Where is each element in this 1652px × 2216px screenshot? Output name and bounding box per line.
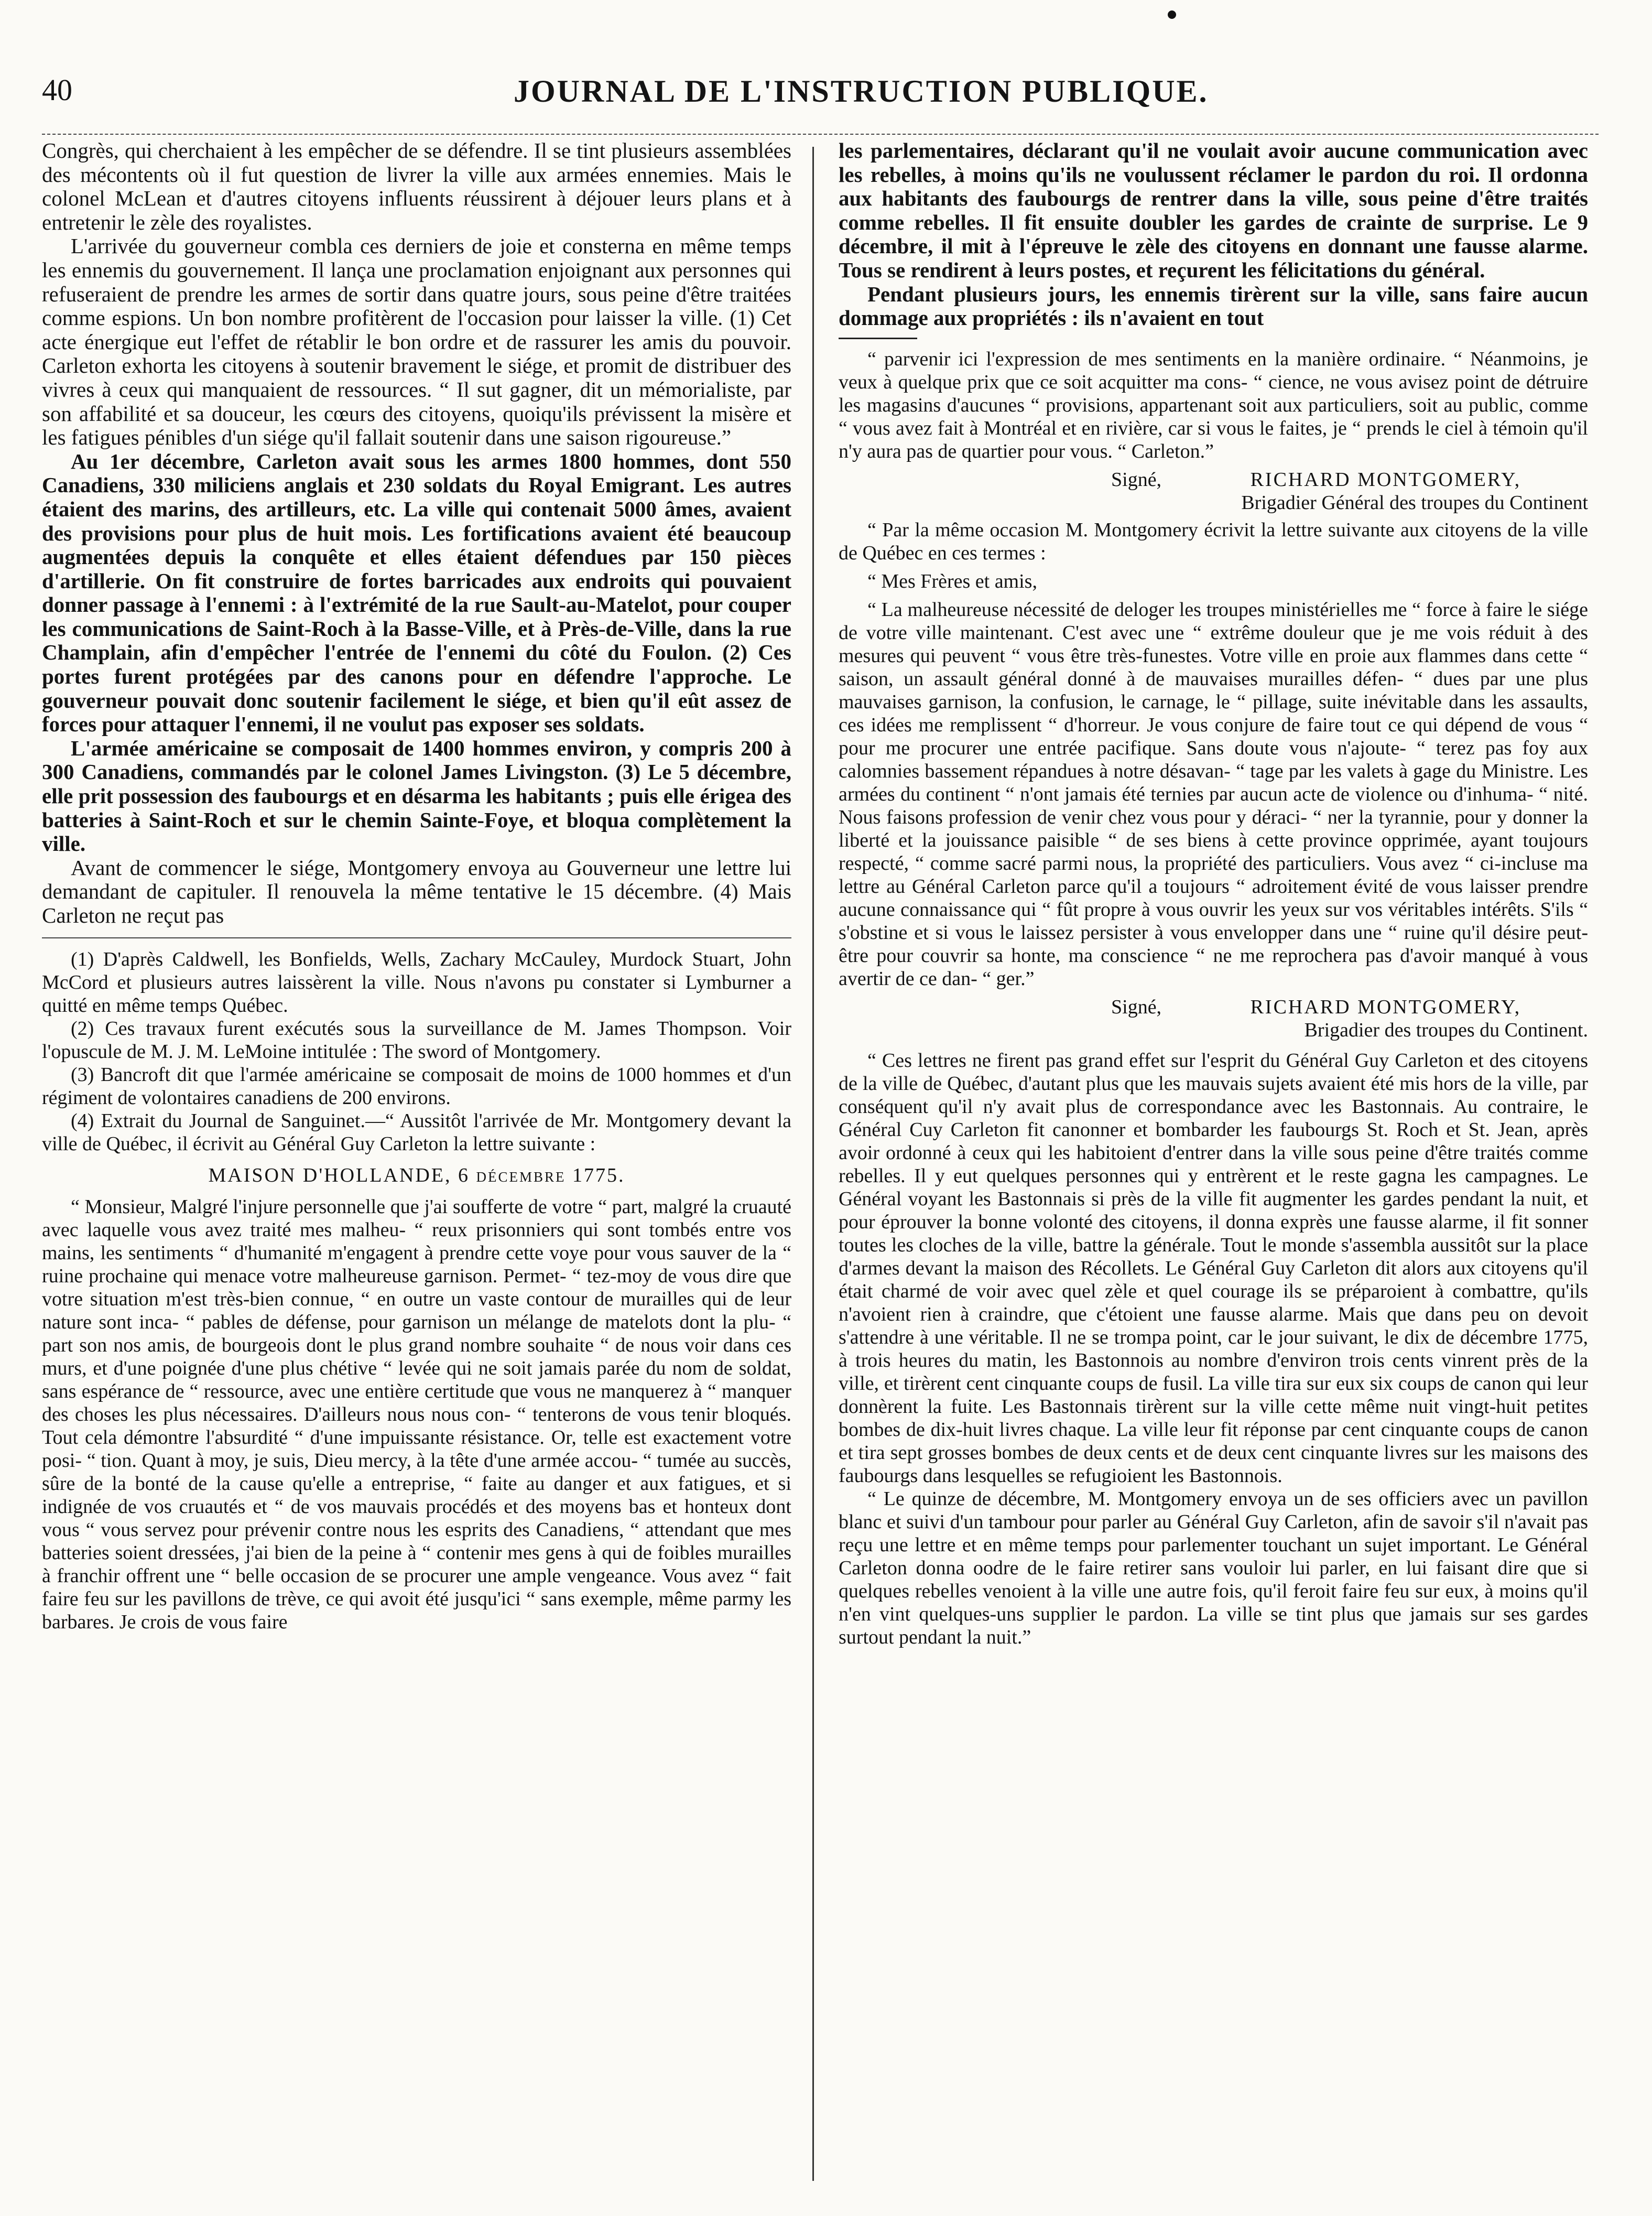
ink-dot <box>1168 10 1176 19</box>
column-divider <box>812 147 814 2181</box>
footnote-rule <box>42 937 791 938</box>
letter-text: “ Monsieur, Malgré l'injure personnelle que j'ai soufferte de votre “ part, malgré la cruauté avec laquelle vous avez traité mes malheu- “ reux prisonniers qui sont tombés entre vos mains, les sentiments “ d'humanité m'engagent à prendre cette voye pour vous sauver de la “ ruine prochaine qui menace votre malheureuse garnison. Permet- “ tez-moy de vous dire que votre situation m'est très-bien connue, “ en outre un vaste contour de murailles qui de leur nature sont inca- “ pables de défense, pour garnison un mélange de matelots dont la plu- “ part son nos amis, de bourgeois dont le plus grand nombre souhaite “ de nous voir dans ces murs, et d'une poignée d'une plus chétive “ levée qui ne soit jamais parée du nom de soldat, sans espérance de “ ressource, avec une entière certitude que vous ne manquerez à “ manquer des choses les plus nécessaires. D'ailleurs nous nous con- “ tenterons de vous tenir bloqués. Tout cela démontre l'absurdité “ d'une impuissante résistance. Or, telle est exactement votre posi- “ tion. Quant à moy, je suis, Dieu mercy, à la tête d'une armée accou- “ tumée au succès, sûre de la bonté de la cause qu'elle a entreprise, “ faite au danger et aux fatigues, et si indignée de vos cruautés et “ de vos mauvais procédés et des moyens bas et honteux dont vous “ vous servez pour prévenir contre nous les esprits des Canadiens, “ attendant que mes batteries soient dressées, j'ai bien de la peine à “ contenir mes gens à qui de foibles murailles à franchir offrent une “ belle occasion de se procurer une ample vengeance. Vous avez “ fait faire feu sur les pavillons de trève, ce qui avoit été jusqu'ici “ sans exemple, même parmy les barbares. Je crois de vous faire <box>42 1195 791 1633</box>
paragraph: les parlementaires, déclarant qu'il ne voulait avoir aucune communication avec les rebelles, à moins qu'ils ne voulussent réclamer le pardon du roi. Il ordonna aux habitants des faubourgs de rentrer dans la ville, sous peine d'être traités comme rebelles. Il fit ensuite doubler les gardes de crainte de surprise. Le 9 décembre, il mit à l'épreuve le zèle des citoyens en donnant une fausse alarme. Tous se rendirent à leurs postes, et reçurent les félicitations du général. <box>839 139 1588 282</box>
header-rule <box>42 134 1599 136</box>
right-column <box>839 139 1588 2173</box>
footnote-rule <box>839 338 917 339</box>
signature-name: RICHARD MONTGOMERY, <box>1250 996 1521 1018</box>
letter-heading: MAISON D'HOLLANDE, 6 décembre 1775. <box>208 1164 625 1186</box>
intro-paragraph: “ Par la même occasion M. Montgomery écrivit la lettre suivante aux citoyens de la ville de Québec en ces termes : <box>839 518 1588 564</box>
salutation: “ Mes Frères et amis, <box>867 570 1037 592</box>
signature-signed <box>1111 996 1588 1019</box>
signed-label: Signé, <box>1111 468 1162 491</box>
signature-title: Brigadier Général des troupes du Continent <box>1241 491 1588 514</box>
page-number: 40 <box>42 73 72 107</box>
journal-title: JOURNAL DE L'INSTRUCTION PUBLIQUE. <box>514 74 1209 109</box>
paragraph: Avant de commencer le siége, Montgomery envoya au Gouverneur une lettre lui demandant de capituler. Il renouvela la même tentative le 15 décembre. (4) Mais Carleton ne reçut pas <box>42 855 791 927</box>
signed-label: Signé, <box>1111 996 1162 1018</box>
paragraph: L'armée américaine se composait de 1400 hommes environ, y compris 200 à 300 Canadiens, commandés par le colonel James Livingston. (3) Le 5 décembre, elle prit possession des faubourgs et en désarma les habitants ; puis elle érigea des batteries à Saint-Roch et sur le chemin Sainte-Foye, et bloqua complètement la ville. <box>42 736 791 856</box>
footnote-2: (2) Ces travaux furent exécutés sous la surveillance de M. James Thompson. Voir l'opuscule de M. J. M. LeMoine intitulée : The sword of Montgomery. <box>42 1017 791 1063</box>
paragraph: L'arrivée du gouverneur combla ces derniers de joie et consterna en même temps les ennemis du gouvernement. Il lança une proclamation enjoignant aux personnes qui refuseraient de prendre les armes de sortir dans quatre jours, sous peine d'être traitées comme espions. Un bon nombre profitèrent de l'occasion pour laisser la ville. (1) Cet acte énergique eut l'effet de rétablir le bon ordre et de rassurer les amis du pouvoir. Carleton exhorta les citoyens à soutenir bravement le siége, et promit de distribuer des vivres à ceux qui manquaient de ressources. “ Il sut gagner, dit un mémorialiste, par son affabilité et sa douceur, les cœurs des citoyens, quoiqu'ils prévissent la misère et les fatigues pénibles d'un siége qu'il fallait soutenir dans une saison rigoureuse.” <box>42 234 791 450</box>
signature-name: RICHARD MONTGOMERY, <box>1250 468 1521 491</box>
letter-text: “ La malheureuse nécessité de deloger les troupes ministérielles me “ force à faire le siége de votre ville maintenant. C'est avec une “ extrême douleur que je me vois réduit à des mesures qui peuvent “ vous être très-funestes. Votre ville en proie aux flammes dans cette “ saison, un assault général donné à de mauvaises murailles défen- “ dues par une plus mauvaises garnison, la confusion, le carnage, le “ pillage, suite inévitable dans les assaults, ces idées me remplissent “ d'horreur. Je vous conjure de faire tout ce qui dépend de vous “ pour me procurer une entrée pacifique. Sans doute vous n'ajoute- “ terez pas foy aux calomnies bassement répandues à notre désavan- “ tage par les valets à gage du Ministre. Les armées du continent “ n'ont jamais été ternies par aucun acte de violence ou d'inhuma- “ nité. Nous faisons profession de venir chez vous pour y déraci- “ ner la tyrannie, pour y donner la liberté et la jouissance paisible “ de ses biens à cette province opprimée, ayant toujours respecté, “ comme sacré parmi nous, la propriété des particuliers. Vous avez “ ci-incluse ma lettre au Général Carleton parce qu'il a toujours “ adroitement évité de vous laisser prendre aucune connaissance qui “ fût propre à vous ouvrir les yeux sur vos véritables intérêts. S'ils “ s'obstine et si vous le laissez persister à vous envelopper dans une “ ruine qu'il désire peut-être pour couvrir sa honte, ma conscience “ ne me reprochera pas d'avoir manqué à vous avertir de ce dan- “ ger.” <box>839 598 1588 990</box>
footnote-1: (1) D'après Caldwell, les Bonfields, Wells, Zachary McCauley, Murdock Stuart, John McCord et plusieurs autres laissèrent la ville. Nous n'avons pu constater si Lymburner a quitté en même temps Québec. <box>42 948 791 1017</box>
footnote-3: (3) Bancroft dit que l'armée américaine se composait de moins de 1000 hommes et d'un régiment de volontaires canadiens de 200 environs. <box>42 1063 791 1109</box>
paragraph: Pendant plusieurs jours, les ennemis tirèrent sur la ville, sans faire aucun dommage aux propriétés : ils n'avaient en tout <box>839 282 1588 330</box>
page-header <box>42 63 1599 126</box>
paragraph: Congrès, qui cherchaient à les empêcher de se défendre. Il se tint plusieurs assemblées des mécontents où il fut question de livrer la ville aux armées ennemies. Mais le colonel McLean et d'autres citoyens influents réussirent à déjouer leurs plans et à entretenir le zèle des royalistes. <box>42 139 791 234</box>
signature-signed <box>1111 468 1588 491</box>
left-column <box>42 139 791 2173</box>
signature-title: Brigadier des troupes du Continent. <box>1304 1019 1588 1041</box>
page <box>42 42 1599 2197</box>
footnote-4: (4) Extrait du Journal de Sanguinet.—“ Aussitôt l'arrivée de Mr. Montgomery devant la ville de Québec, il écrivit au Général Guy Carleton la lettre suivante : <box>42 1109 791 1155</box>
narrative-paragraph: “ Ces lettres ne firent pas grand effet sur l'esprit du Général Guy Carleton et des citoyens de la ville de Québec, d'autant plus que les mauvais sujets avaient été mis hors de la ville, par conséquent qu'il n'y avait plus de correspondance avec les Bastonnais. Au contraire, le Général Cuy Carleton fit canonner et bombarder les faubourgs St. Roch et St. Jean, après avoir ordonné à ceux qui les habitoient d'entrer dans la ville sous peine d'être traités comme rebelles. Il y eut quelques personnes qui y entrèrent et le reste gagna les campagnes. Le Général voyant les Bastonnais si près de la ville fit augmenter les gardes pendant la nuit, et pour éprouver la bonne volonté des citoyens, il donna exprès une fausse alarme, il fit sonner toutes les cloches de la ville, battre la générale. Tout le monde s'assembla aussitôt sur la place d'armes devant la maison des Récollets. Le Général Guy Carleton dit alors aux citoyens qu'il était charmé de voir avec quel zèle et quel courage ils se préparoient à combattre, qu'ils n'avoient rien à craindre, que c'étoient une fausse alarme. Mais que dans peu on devoit s'attendre à une véritable. Il ne se trompa point, car le jour suivant, le dix de décembre 1775, à trois heures du matin, les Bastonnois au nombre d'environ trois cents vinrent près de la ville, et tirèrent cent cinquante coups de fusil. La ville tira sur eux six coups de canon qui leur donnèrent la fuite. Les Bastonnais tirèrent sur la ville cette même nuit vingt-huit petites bombes de dix-huit livres chaque. La ville leur fit réponse par cent cinquante coups de canon et tira sept grosses bombes de deux cents et de deux cent cinquante livres sur les maisons des faubourgs dans lesquelles se refugioient les Bastonnois. <box>839 1049 1588 1487</box>
narrative-paragraph: “ Le quinze de décembre, M. Montgomery envoya un de ses officiers avec un pavillon blanc et suivi d'un tambour pour parler au Général Guy Carleton, afin de savoir s'il n'avait pas reçu une lettre et en même temps pour parlementer touchant un sujet important. Le Général Carleton donna oodre de le faire retirer sans vouloir lui parler, en lui faisant dire que si quelques rebelles venoient à la ville une autre fois, qu'il feroit faire feu sur eux, à moins qu'il n'en vint quelques-uns supplier le pardon. La ville se tint plus que jamais sur ses gardes surtout pendant la nuit.” <box>839 1487 1588 1648</box>
paragraph: Au 1er décembre, Carleton avait sous les armes 1800 hommes, dont 550 Canadiens, 330 miliciens anglais et 230 soldats du Royal Emigrant. Les autres étaient des marins, des artilleurs, etc. La ville qui contenait 5000 âmes, avaient des provisions pour plus de huit mois. Les fortifications avaient été beaucoup augmentées depuis la conquête et elles étaient défendues par 150 pièces d'artillerie. On fit construire de fortes barricades aux endroits qui pouvaient donner passage à l'ennemi : à l'extrémité de la rue Sault-au-Matelot, pour couper les communications de Saint-Roch à la Basse-Ville, et à Près-de-Ville, dans la rue Champlain, afin d'empêcher l'entrée de l'ennemi du côté du Foulon. (2) Ces portes furent protégées par des canons pour en défendre l'approche. Le gouverneur pouvait donc soutenir facilement le siége, et bien qu'il eût assez de forces pour attaquer l'ennemi, il ne voulut pas exposer ses soldats. <box>42 449 791 737</box>
letter-continued: “ parvenir ici l'expression de mes sentiments en la manière ordinaire. “ Néanmoins, je veux à quelque prix que ce soit acquitter ma cons- “ cience, ne vous avisez point de détruire les magasins d'aucunes “ provisions, appartenant soit aux particuliers, soit au public, comme “ vous avez fait à Montréal et en rivière, car si vous le faites, je “ prends le ciel à témoin qu'il n'y aura pas de quartier pour vous. “ Carleton.” <box>839 348 1588 462</box>
